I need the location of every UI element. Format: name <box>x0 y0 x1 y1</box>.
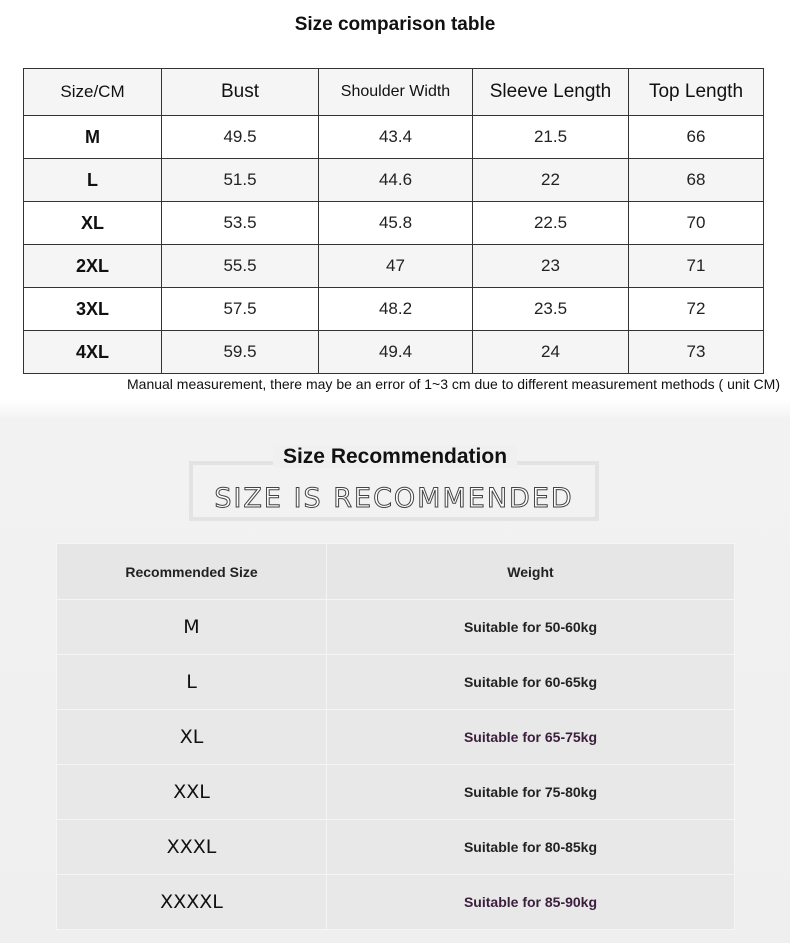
recommendation-title <box>0 445 790 469</box>
weight-cell: Suitable for 85-90kg <box>327 875 735 930</box>
recommended-size-cell: M <box>57 600 327 655</box>
shoulder-cell: 43.4 <box>319 116 473 159</box>
top-length-cell: 71 <box>629 245 764 288</box>
measurement-note: Manual measurement, there may be an error of 1~3 cm due to different measurement methods ( unit CM) <box>127 376 780 392</box>
top-length-cell: 70 <box>629 202 764 245</box>
recommendation-title-text: Size Recommendation <box>273 445 517 468</box>
size-cell: 3XL <box>24 288 162 331</box>
sleeve-cell: 22.5 <box>473 202 629 245</box>
shoulder-cell: 44.6 <box>319 159 473 202</box>
bust-cell: 59.5 <box>162 331 319 374</box>
table-row <box>24 159 764 202</box>
table-row <box>24 331 764 374</box>
sleeve-cell: 21.5 <box>473 116 629 159</box>
top-length-cell: 66 <box>629 116 764 159</box>
table-row <box>24 202 764 245</box>
column-header-recommended-size: Recommended Size <box>57 544 327 600</box>
table-row <box>57 765 735 820</box>
weight-cell: Suitable for 50-60kg <box>327 600 735 655</box>
bust-cell: 49.5 <box>162 116 319 159</box>
size-cell: 4XL <box>24 331 162 374</box>
shoulder-cell: 45.8 <box>319 202 473 245</box>
table-row <box>57 875 735 930</box>
bust-cell: 51.5 <box>162 159 319 202</box>
shoulder-cell: 49.4 <box>319 331 473 374</box>
sleeve-cell: 23 <box>473 245 629 288</box>
table-row <box>57 710 735 765</box>
weight-cell: Suitable for 60-65kg <box>327 655 735 710</box>
top-length-cell: 73 <box>629 331 764 374</box>
sleeve-cell: 22 <box>473 159 629 202</box>
comparison-title: Size comparison table <box>294 14 496 35</box>
table-header-row <box>24 69 764 116</box>
top-length-cell: 72 <box>629 288 764 331</box>
size-recommendation-table <box>56 543 735 930</box>
table-header-row <box>57 544 735 600</box>
size-cell: 2XL <box>24 245 162 288</box>
column-header-sleeve-length: Sleeve Length <box>473 69 629 116</box>
column-header-top-length: Top Length <box>629 69 764 116</box>
recommended-size-cell: L <box>57 655 327 710</box>
table-row <box>57 600 735 655</box>
weight-cell: Suitable for 65-75kg <box>327 710 735 765</box>
recommended-size-cell: XXXXL <box>57 875 327 930</box>
recommendation-subtitle: SIZE IS RECOMMENDED <box>214 483 574 514</box>
bust-cell: 53.5 <box>162 202 319 245</box>
size-cell: M <box>24 116 162 159</box>
table-row <box>57 655 735 710</box>
weight-cell: Suitable for 75-80kg <box>327 765 735 820</box>
column-header-shoulder-width: Shoulder Width <box>319 69 473 116</box>
bust-cell: 55.5 <box>162 245 319 288</box>
table-row <box>24 245 764 288</box>
recommended-size-cell: XXL <box>57 765 327 820</box>
top-length-cell: 68 <box>629 159 764 202</box>
column-header-bust: Bust <box>162 69 319 116</box>
size-cell: XL <box>24 202 162 245</box>
sleeve-cell: 23.5 <box>473 288 629 331</box>
weight-cell: Suitable for 80-85kg <box>327 820 735 875</box>
column-header-weight: Weight <box>327 544 735 600</box>
size-cell: L <box>24 159 162 202</box>
table-row <box>24 288 764 331</box>
recommended-size-cell: XXXL <box>57 820 327 875</box>
shoulder-cell: 48.2 <box>319 288 473 331</box>
bust-cell: 57.5 <box>162 288 319 331</box>
table-row <box>24 116 764 159</box>
size-comparison-table <box>23 68 764 374</box>
table-row <box>57 820 735 875</box>
shoulder-cell: 47 <box>319 245 473 288</box>
column-header-size: Size/CM <box>24 69 162 116</box>
recommended-size-cell: XL <box>57 710 327 765</box>
sleeve-cell: 24 <box>473 331 629 374</box>
